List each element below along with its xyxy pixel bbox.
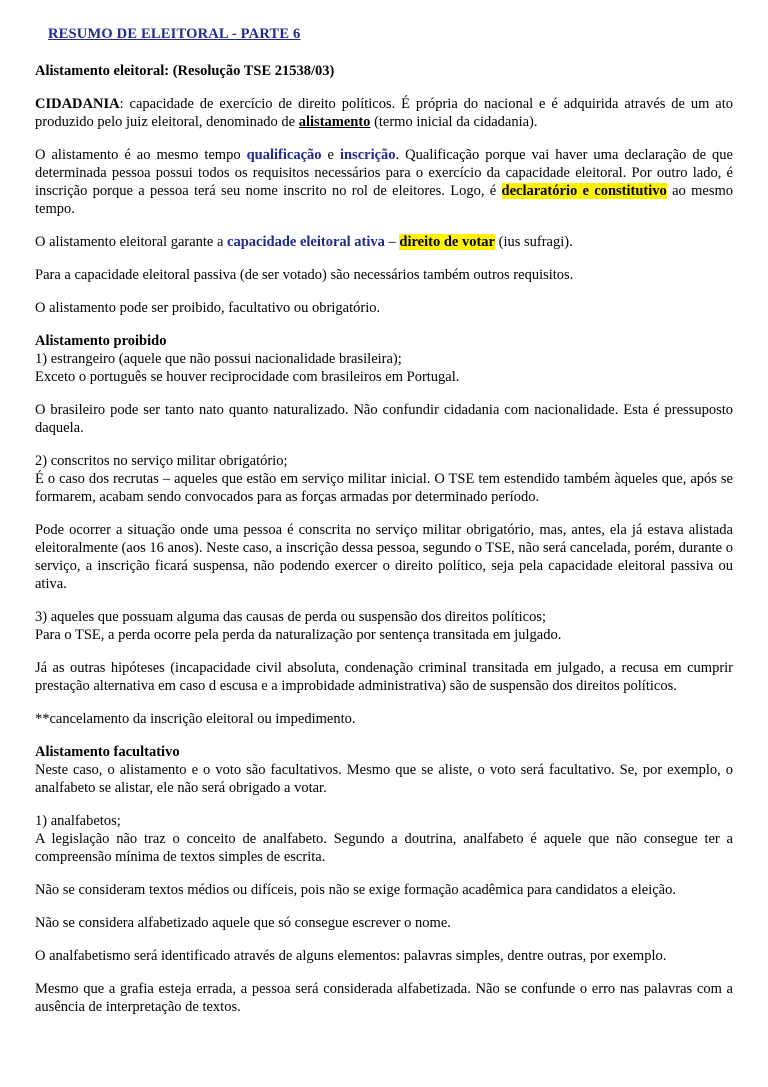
list-item-note: É o caso dos recrutas – aqueles que estão em serviço militar inicial. O TSE tem estendido também àqueles que, após se formarem, acabam sendo convocados para as forças armadas por determinado período.	[35, 471, 733, 505]
paragraph-cidadania	[35, 95, 733, 131]
document-body	[35, 62, 733, 1031]
term-cidadania: CIDADANIA	[35, 96, 120, 112]
text: –	[384, 234, 400, 250]
section-conscritos	[35, 452, 733, 506]
section-alistamento-proibido	[35, 332, 733, 386]
term-capacidade-ativa: capacidade eleitoral ativa	[227, 234, 385, 250]
text: (termo inicial da cidadania).	[370, 114, 538, 130]
list-item-note: Exceto o português se houver reciprocidade com brasileiros em Portugal.	[35, 369, 460, 385]
paragraph-outras-hipoteses: Já as outras hipóteses (incapacidade civil absoluta, condenação criminal transitada em julgado, a recusa em cumprir prestação alternativa em caso d escusa e a improbidade administrativa) são de suspensão dos direitos políticos.	[35, 660, 733, 694]
section-heading-alistamento: Alistamento eleitoral: (Resolução TSE 21538/03)	[35, 63, 335, 79]
highlight-declaratorio: declaratório e constitutivo	[501, 183, 667, 199]
text: : capacidade de exercício de direito políticos. É própria do nacional e é adquirida através de um ato produzido pelo juiz eleitoral, denominado de	[35, 96, 733, 130]
paragraph-tipos: O alistamento pode ser proibido, facultativo ou obrigatório.	[35, 300, 381, 316]
list-item: 2) conscritos no serviço militar obrigatório;	[35, 453, 288, 469]
section-analfabetos	[35, 812, 733, 866]
text: . Qualificação porque vai haver uma declaração de que determinada pessoa possui todos os requisitos necessários para o exercício da capacidade eleitoral. Por outro lado, é inscrição porque a pessoa terá seu nome inscrito no rol de eleitores. Logo, é	[35, 147, 733, 199]
list-item-note: A legislação não traz o conceito de analfabeto. Segundo a doutrina, analfabeto é aquele que não consegue ter a compreensão mínima de textos simples de escrita.	[35, 831, 733, 865]
text: Neste caso, o alistamento e o voto são facultativos. Mesmo que se aliste, o voto será facultativo. Se, por exemplo, o analfabeto se alistar, ele não será obrigado a votar.	[35, 762, 733, 796]
section-alistamento-facultativo	[35, 743, 733, 797]
list-item: 1) analfabetos;	[35, 813, 121, 829]
section-perda-suspensao	[35, 608, 733, 644]
text: (ius sufragi).	[494, 234, 573, 250]
list-item-note: Para o TSE, a perda ocorre pela perda da naturalização por sentença transitada em julgado.	[35, 627, 562, 643]
term-inscricao: inscrição	[339, 147, 396, 163]
paragraph-capacidade-passiva: Para a capacidade eleitoral passiva (de ser votado) são necessários também outros requisitos.	[35, 267, 574, 283]
highlight-direito-votar: direito de votar	[399, 234, 495, 250]
paragraph-conscrito-alistado: Pode ocorrer a situação onde uma pessoa é conscrita no serviço militar obrigatório, mas, antes, ela já estava alistada eleitoralmente (aos 16 anos). Neste caso, a inscrição dessa pessoa, segundo o TSE, não será cancelada, porém, durante o serviço, a inscrição ficará suspensa, não podendo exercer o direito político, seja pela capacidade eleitoral passiva ou ativa.	[35, 522, 733, 592]
list-item: 3) aqueles que possuam alguma das causas de perda ou suspensão dos direitos políticos;	[35, 609, 547, 625]
term-qualificacao: qualificação	[246, 147, 322, 163]
paragraph-grafia: Mesmo que a grafia esteja errada, a pessoa será considerada alfabetizada. Não se confunde o erro nas palavras com a ausência de interpretação de textos.	[35, 981, 733, 1015]
subheading-facultativo: Alistamento facultativo	[35, 744, 180, 760]
paragraph-cancelamento: **cancelamento da inscrição eleitoral ou impedimento.	[35, 711, 356, 727]
paragraph-so-nome: Não se considera alfabetizado aquele que só consegue escrever o nome.	[35, 915, 451, 931]
page-title: RESUMO DE ELEITORAL - PARTE 6	[48, 26, 301, 42]
paragraph-analfabetismo: O analfabetismo será identificado através de alguns elementos: palavras simples, dentre outras, por exemplo.	[35, 948, 667, 964]
paragraph-capacidade-ativa	[35, 233, 733, 251]
text: O alistamento é ao mesmo tempo	[35, 147, 247, 163]
text: ao mesmo tempo.	[35, 183, 733, 217]
paragraph-qualificacao	[35, 146, 733, 218]
subheading-proibido: Alistamento proibido	[35, 333, 167, 349]
paragraph-nato-naturalizado: O brasileiro pode ser tanto nato quanto naturalizado. Não confundir cidadania com nacionalidade. Esta é pressuposto daquela.	[35, 402, 733, 436]
term-alistamento: alistamento	[298, 114, 371, 130]
text: e	[321, 147, 340, 163]
text: O alistamento eleitoral garante a	[35, 234, 228, 250]
list-item: 1) estrangeiro (aquele que não possui nacionalidade brasileira);	[35, 351, 402, 367]
paragraph-textos-medios: Não se consideram textos médios ou difíceis, pois não se exige formação acadêmica para candidatos a eleição.	[35, 882, 676, 898]
